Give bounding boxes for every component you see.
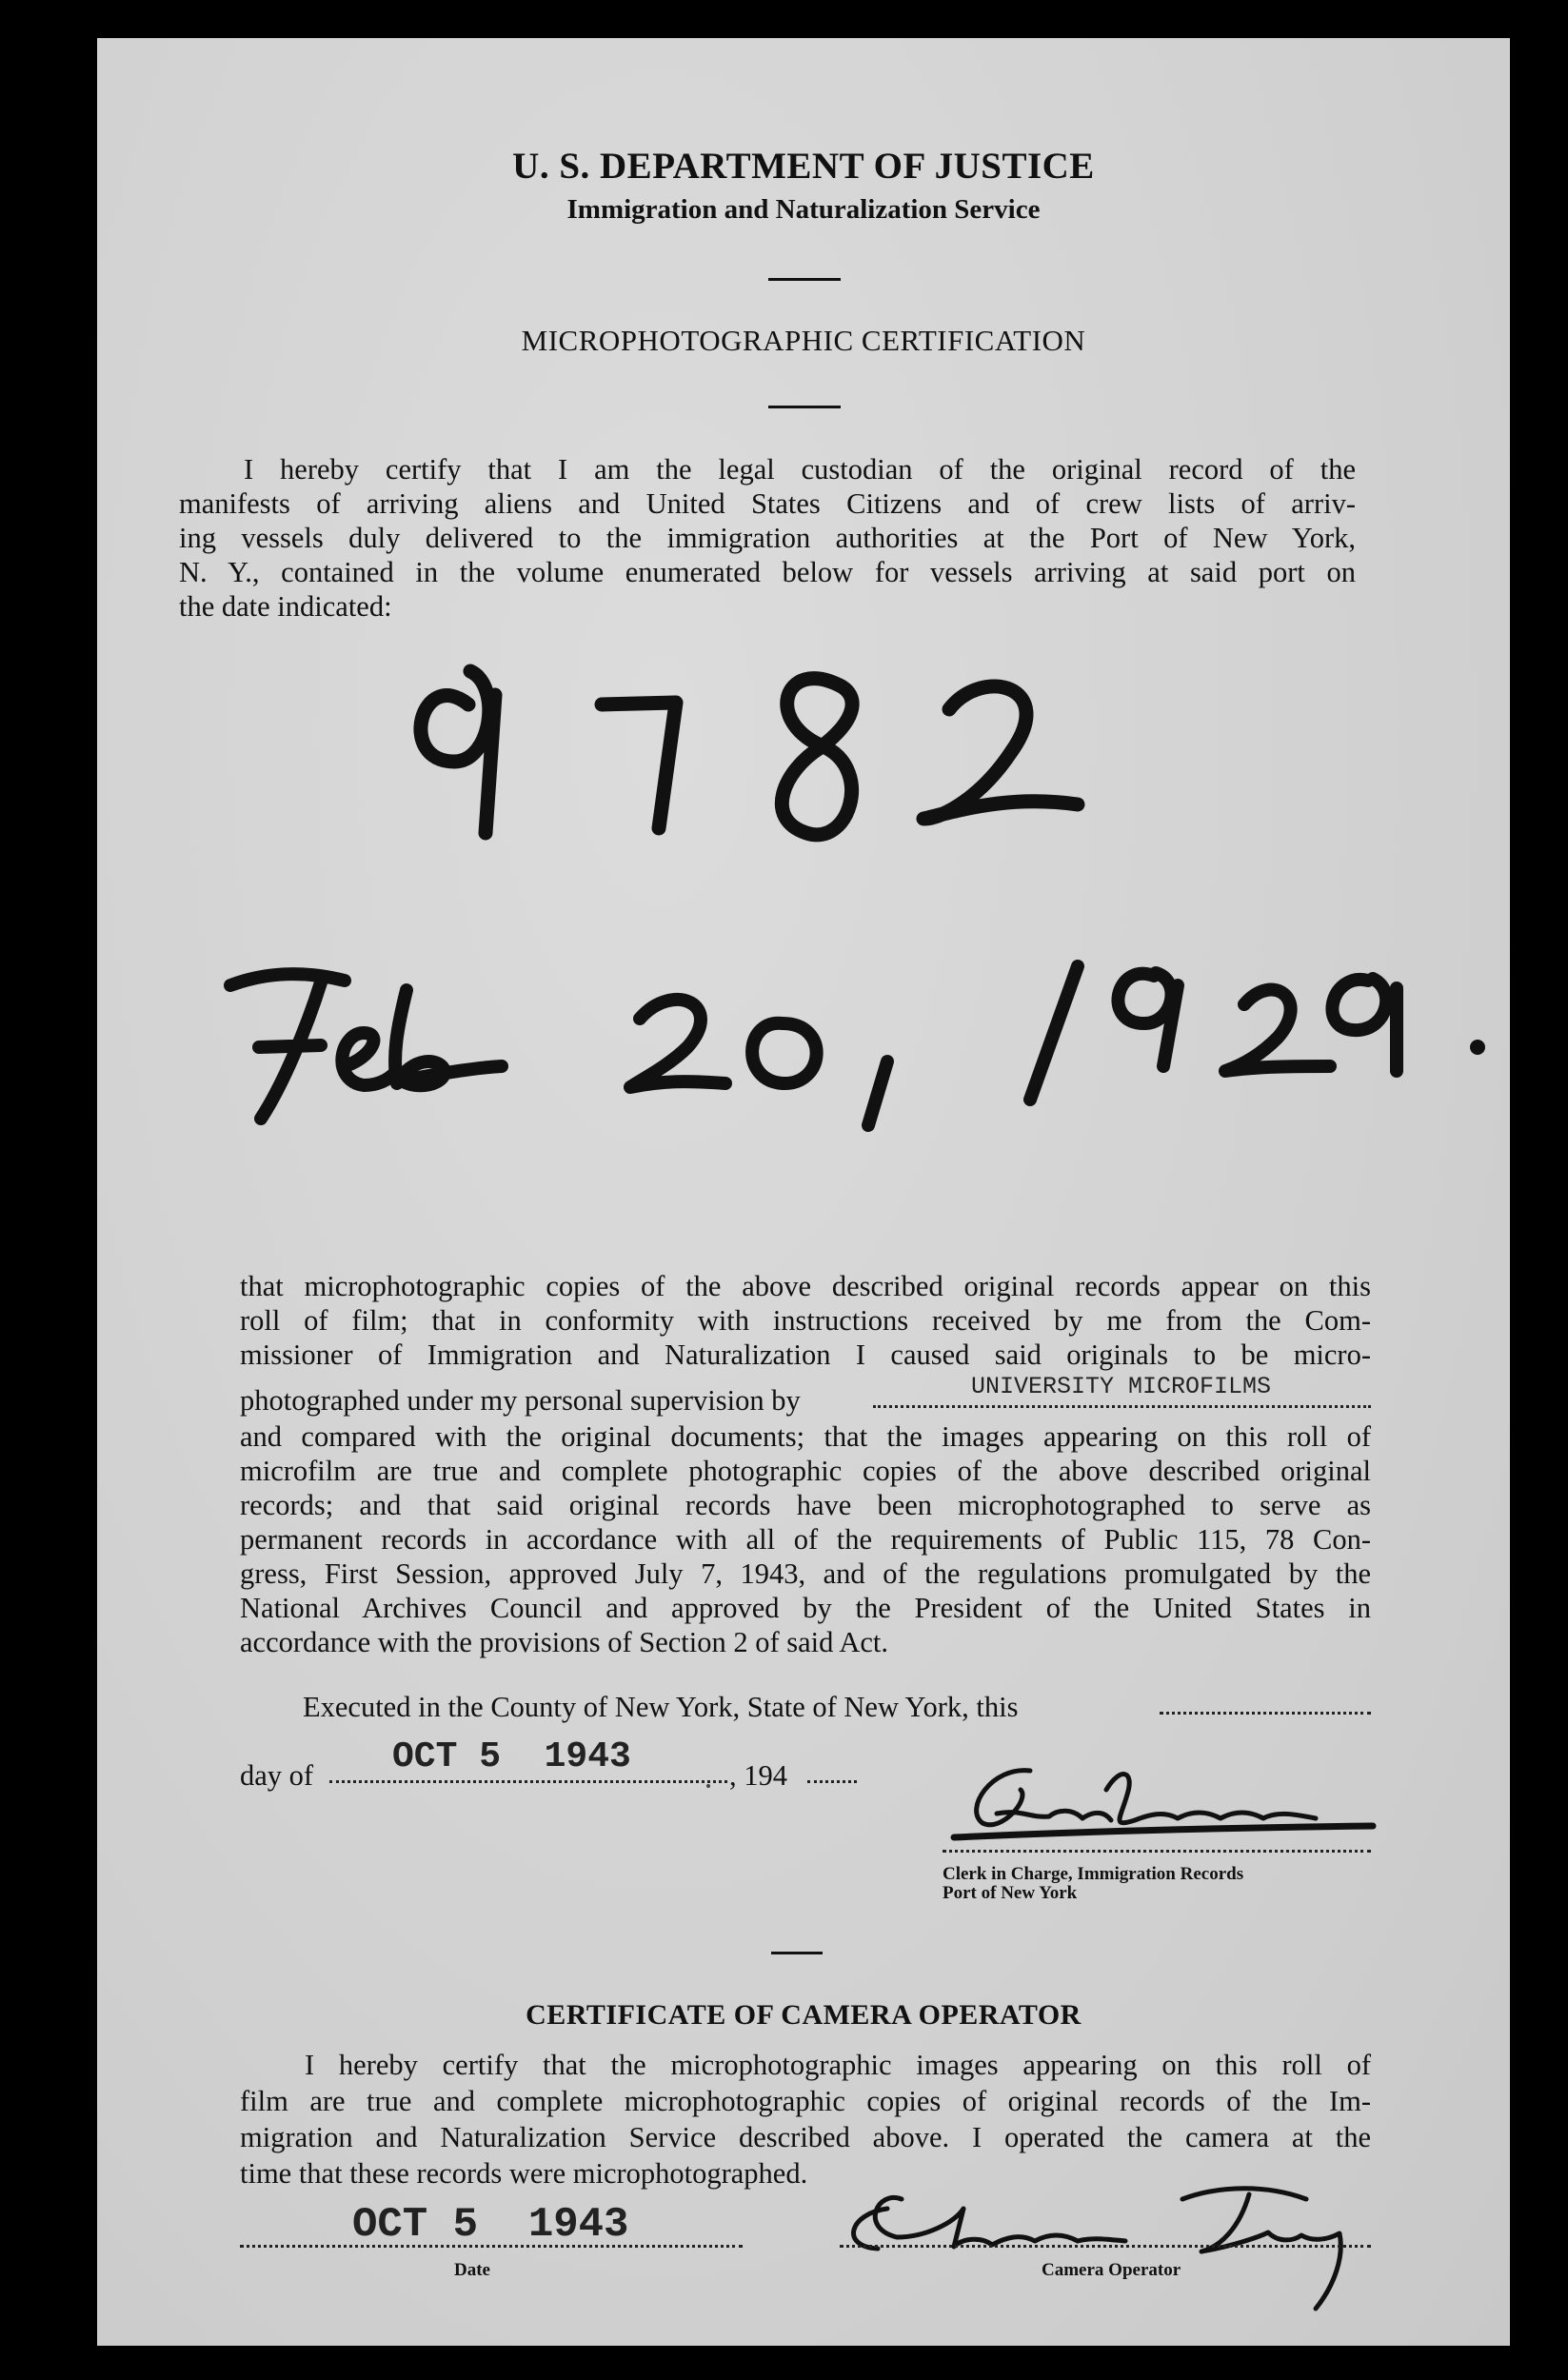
body-line: National Archives Council and approved by the President of the United States in xyxy=(240,1592,1371,1624)
day-of-label: day of xyxy=(240,1759,314,1792)
executed-day-blank xyxy=(1160,1712,1371,1715)
certificate-page xyxy=(97,38,1510,2346)
intro-line: manifests of arriving aliens and United States Citizens and of crew lists of arriv- xyxy=(179,487,1356,520)
filmed-by-stamp: UNIVERSITY MICROFILMS xyxy=(971,1373,1272,1400)
body-line: gress, First Session, approved July 7, 1943, and of the regulations promulgated by the xyxy=(240,1557,1371,1590)
camera-line: migration and Naturalization Service described above. I operated the camera at the xyxy=(240,2121,1371,2153)
body-line: and compared with the original documents; that the images appearing on this roll of xyxy=(240,1420,1371,1453)
date-line xyxy=(240,2245,743,2248)
camera-line: film are true and complete microphotographic copies of original records of the Im- xyxy=(240,2085,1371,2117)
divider-bottom xyxy=(771,1952,823,1954)
body-line: accordance with the provisions of Section 2 of said Act. xyxy=(240,1626,888,1658)
camera-line: I hereby certify that the microphotographic images appearing on this roll of xyxy=(305,2049,1371,2081)
operator-signature xyxy=(821,2171,1373,2313)
handwritten-date xyxy=(192,914,1506,1142)
supervision-prefix: photographed under my personal supervision by xyxy=(240,1384,801,1417)
intro-line: I hereby certify that I am the legal custodian of the original record of the xyxy=(244,453,1356,486)
handwritten-volume-number xyxy=(402,628,1087,876)
year-blank xyxy=(807,1780,857,1783)
executed-text: Executed in the County of New York, State of New York, this xyxy=(303,1691,1019,1723)
intro-line: N. Y., contained in the volume enumerated below for vessels arriving at said port on xyxy=(179,556,1356,588)
body-line: missioner of Immigration and Naturalization I caused said originals to be micro- xyxy=(240,1339,1371,1371)
day-of-stamp-date: OCT 5 1943 xyxy=(392,1736,631,1777)
filmed-by-blank xyxy=(873,1405,1371,1408)
divider-mid xyxy=(768,406,841,408)
service-subheading: Immigration and Naturalization Service xyxy=(566,194,1041,225)
scan-speck xyxy=(706,1784,710,1788)
divider-top xyxy=(768,278,841,281)
body-line: roll of film; that in conformity with instructions received by me from the Com- xyxy=(240,1304,1371,1337)
clerk-title: Clerk in Charge, Immigration Records xyxy=(943,1864,1244,1884)
operator-label: Camera Operator xyxy=(1042,2260,1181,2280)
body-line: that microphotographic copies of the above described original records appear on this xyxy=(240,1270,1371,1302)
camera-heading: CERTIFICATE OF CAMERA OPERATOR xyxy=(526,1999,1082,2031)
department-heading: U. S. DEPARTMENT OF JUSTICE xyxy=(512,146,1095,187)
camera-line: time that these records were microphotographed. xyxy=(240,2157,808,2190)
year-suffix: , 194 xyxy=(729,1759,787,1792)
intro-line: the date indicated: xyxy=(179,590,392,623)
clerk-signature xyxy=(906,1752,1382,1856)
day-of-blank xyxy=(329,1780,727,1783)
body-line: microfilm are true and complete photographic copies of the above described original xyxy=(240,1455,1371,1487)
intro-line: ing vessels duly delivered to the immigration authorities at the Port of New York, xyxy=(179,522,1356,554)
body-line: permanent records in accordance with all of the requirements of Public 115, 78 Con- xyxy=(240,1523,1371,1556)
operator-signature-line xyxy=(840,2245,1371,2248)
clerk-port: Port of New York xyxy=(943,1883,1078,1903)
date-label: Date xyxy=(454,2260,490,2280)
clerk-signature-line xyxy=(943,1850,1371,1853)
body-line: records; and that said original records have been microphotographed to serve as xyxy=(240,1489,1371,1521)
camera-stamp-date: OCT 5 1943 xyxy=(352,2201,629,2249)
certification-title: MICROPHOTOGRAPHIC CERTIFICATION xyxy=(521,324,1086,357)
